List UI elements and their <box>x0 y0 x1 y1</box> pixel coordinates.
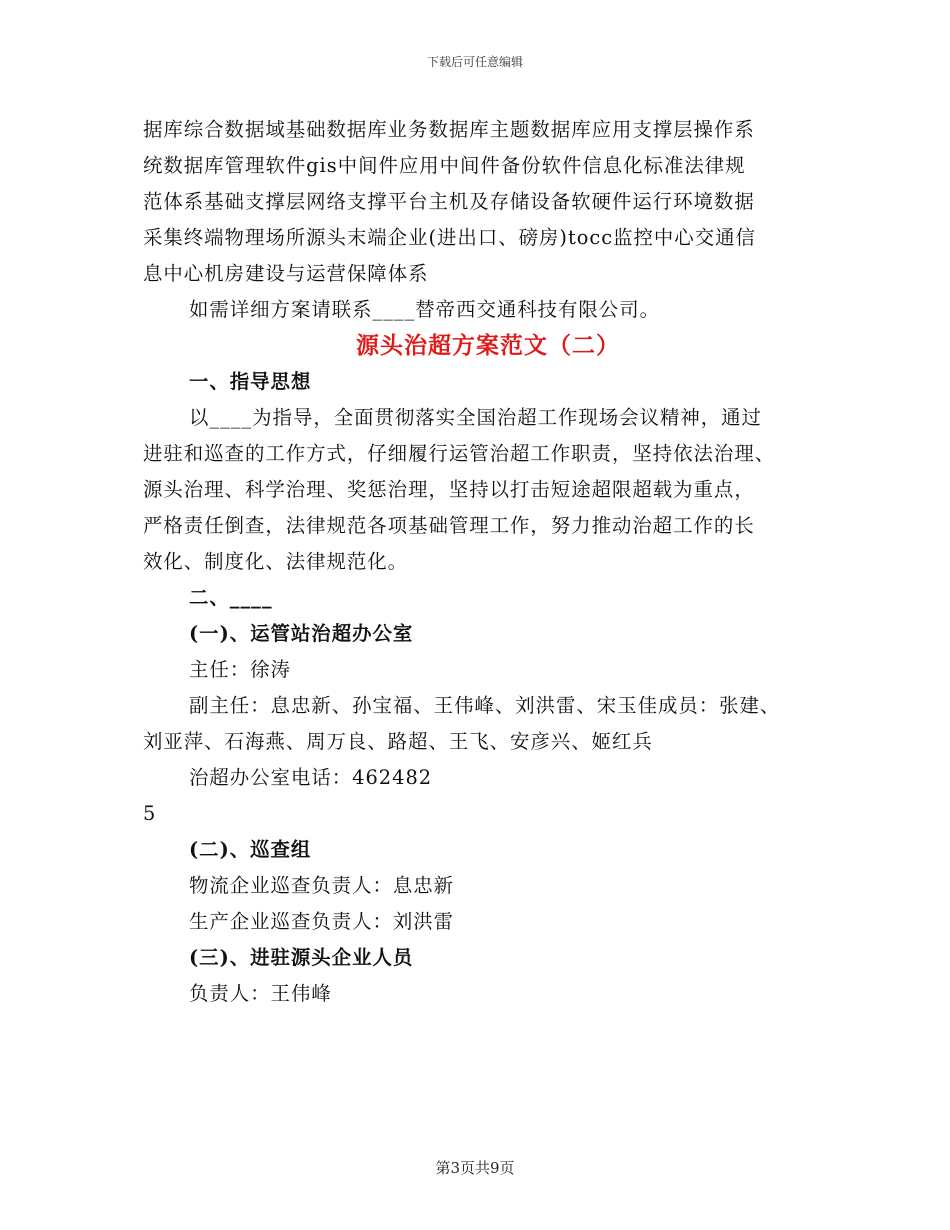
guiding-line: 严格责任倒查，法律规范各项基础管理工作，努力推动治超工作的长 <box>143 514 755 537</box>
logistics-line: 物流企业巡查负责人：息忠新 <box>189 874 455 897</box>
intro-line: 采集终端物理场所源头末端企业(进出口、磅房)tocc监控中心交通信 <box>143 226 756 249</box>
leader-line: 负责人：王伟峰 <box>189 982 332 1005</box>
subheading-patrol: (二)、巡查组 <box>189 838 312 861</box>
heading-guiding-ideology: 一、指导思想 <box>189 370 312 393</box>
intro-line: 据库综合数据域基础数据库业务数据库主题数据库应用支撑层操作系 <box>143 118 755 141</box>
guiding-line: 效化、制度化、法律规范化。 <box>143 550 409 573</box>
guiding-line: 进驻和巡查的工作方式，仔细履行运管治超工作职责，坚持依法治理、 <box>143 442 776 465</box>
guiding-line: 源头治理、科学治理、奖惩治理，坚持以打击短途超限超载为重点， <box>143 478 755 501</box>
section-title: 源头治超方案范文（二） <box>356 332 620 359</box>
phone-line-continued: 5 <box>143 802 157 825</box>
director-line: 主任：徐涛 <box>189 658 291 681</box>
subheading-stationed: (三)、进驻源头企业人员 <box>189 946 414 969</box>
page-footer: 第3页共9页 <box>435 1159 515 1177</box>
deputy-line: 副主任：息忠新、孙宝福、王伟峰、刘洪雷、宋玉佳成员：张建、 <box>189 694 781 717</box>
intro-line: 息中心机房建设与运营保障体系 <box>143 262 429 285</box>
intro-line: 统数据库管理软件gis中间件应用中间件备份软件信息化标准法律规 <box>143 154 746 177</box>
guiding-line: 以____为指导，全面贯彻落实全国治超工作现场会议精神，通过 <box>189 406 762 429</box>
subheading-office: (一)、运管站治超办公室 <box>189 622 414 645</box>
deputy-line: 刘亚萍、石海燕、周万良、路超、王飞、安彦兴、姬红兵 <box>143 730 653 753</box>
phone-line: 治超办公室电话：462482 <box>189 766 433 789</box>
heading-two: 二、____ <box>189 586 273 609</box>
production-line: 生产企业巡查负责人：刘洪雷 <box>189 910 455 933</box>
page-header: 下载后可任意编辑 <box>426 55 523 69</box>
contact-line: 如需详细方案请联系____替帝西交通科技有限公司。 <box>189 298 660 321</box>
document-body <box>143 112 813 1012</box>
intro-line: 范体系基础支撑层网络支撑平台主机及存储设备软硬件运行环境数据 <box>143 190 755 213</box>
